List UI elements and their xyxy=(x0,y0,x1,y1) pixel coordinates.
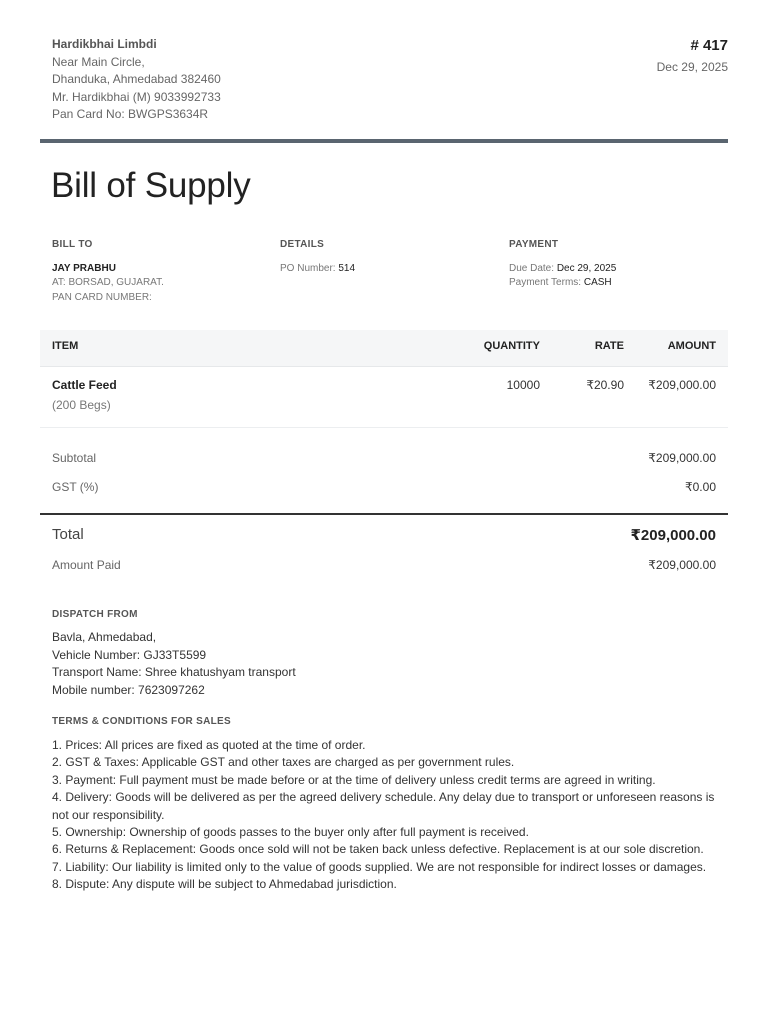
col-header-amount: AMOUNT xyxy=(667,340,716,352)
bill-to-pan: PAN CARD NUMBER: xyxy=(52,291,152,303)
amount-paid-value: ₹209,000.00 xyxy=(648,558,716,572)
item-quantity: 10000 xyxy=(506,378,540,392)
header-divider xyxy=(40,139,728,143)
po-number-label: PO Number: xyxy=(280,263,339,274)
table-row xyxy=(40,366,728,428)
amount-paid-label: Amount Paid xyxy=(52,558,121,572)
subtotal-value: ₹209,000.00 xyxy=(648,451,716,465)
total-value: ₹209,000.00 xyxy=(630,527,716,544)
payment-terms-label: Payment Terms: xyxy=(509,277,584,289)
gst-value: ₹0.00 xyxy=(685,480,716,494)
dispatch-heading: DISPATCH FROM xyxy=(52,609,138,620)
terms-item: 4. Delivery: Goods will be delivered as per the agreed delivery schedule. Any delay due to transport or unforeseen reasons is not our responsibility. xyxy=(52,790,715,822)
seller-address-line: Near Main Circle, xyxy=(52,54,145,69)
bill-to-heading: BILL TO xyxy=(52,239,93,250)
item-name: Cattle Feed xyxy=(52,378,117,392)
seller-info xyxy=(52,36,221,124)
invoice-number: # 417 xyxy=(690,37,728,54)
payment-heading: PAYMENT xyxy=(509,239,559,250)
total-label: Total xyxy=(52,526,84,543)
bill-to-name: JAY PRABHU xyxy=(52,263,116,274)
seller-address-line: Dhanduka, Ahmedabad 382460 xyxy=(52,72,221,87)
terms-item: 6. Returns & Replacement: Goods once sold will not be taken back unless defective. Replacement is at our sole discretion. xyxy=(52,842,704,857)
bill-to-section xyxy=(52,239,272,305)
terms-item: 1. Prices: All prices are fixed as quoted at the time of order. xyxy=(52,738,366,752)
details-section xyxy=(280,239,500,276)
document-title: Bill of Supply xyxy=(51,166,251,205)
subtotal-label: Subtotal xyxy=(52,451,97,465)
terms-list xyxy=(52,737,732,894)
seller-contact: Mr. Hardikbhai (M) 9033992733 xyxy=(52,89,221,104)
payment-terms-value: CASH xyxy=(583,277,612,289)
col-header-quantity: QUANTITY xyxy=(483,340,540,352)
dispatch-line: Mobile number: 7623097262 xyxy=(52,682,205,697)
item-rate: ₹20.90 xyxy=(586,378,624,392)
terms-item: 3. Payment: Full payment must be made before or at the time of delivery unless credit terms are agreed in writing. xyxy=(52,772,656,787)
invoice-meta xyxy=(657,37,728,74)
col-header-rate: RATE xyxy=(594,340,624,352)
items-table-header xyxy=(40,330,728,367)
terms-item: 8. Dispute: Any dispute will be subject to Ahmedabad jurisdiction. xyxy=(52,877,397,892)
details-heading: DETAILS xyxy=(280,239,325,250)
dispatch-line: Bavla, Ahmedabad, xyxy=(52,630,157,644)
terms-item: 7. Liability: Our liability is limited only to the value of goods supplied. We are not responsible for indirect losses or damages. xyxy=(52,859,707,874)
seller-name: Hardikbhai Limbdi xyxy=(52,37,157,51)
due-date-value: Dec 29, 2025 xyxy=(556,263,617,274)
terms-item: 5. Ownership: Ownership of goods passes to the buyer only after full payment is received. xyxy=(52,825,529,840)
dispatch-line: Vehicle Number: GJ33T5599 xyxy=(52,647,207,662)
col-header-item: ITEM xyxy=(52,340,79,352)
seller-pan: Pan Card No: BWGPS3634R xyxy=(52,107,209,122)
terms-item: 2. GST & Taxes: Applicable GST and other taxes are charged as per government rules. xyxy=(52,755,515,770)
invoice-date: Dec 29, 2025 xyxy=(656,60,728,74)
bill-to-address: AT: BORSAD, GUJARAT. xyxy=(52,277,164,289)
item-amount: ₹209,000.00 xyxy=(648,378,716,392)
item-description: (200 Begs) xyxy=(52,398,111,412)
po-number-value: 514 xyxy=(338,263,356,274)
dispatch-details xyxy=(52,629,296,699)
dispatch-line: Transport Name: Shree khatushyam transport xyxy=(52,665,296,679)
terms-heading: TERMS & CONDITIONS FOR SALES xyxy=(52,716,231,727)
gst-label: GST (%) xyxy=(52,480,99,494)
due-date-label: Due Date: xyxy=(509,263,557,274)
payment-section xyxy=(509,239,729,291)
total-divider xyxy=(40,513,728,515)
